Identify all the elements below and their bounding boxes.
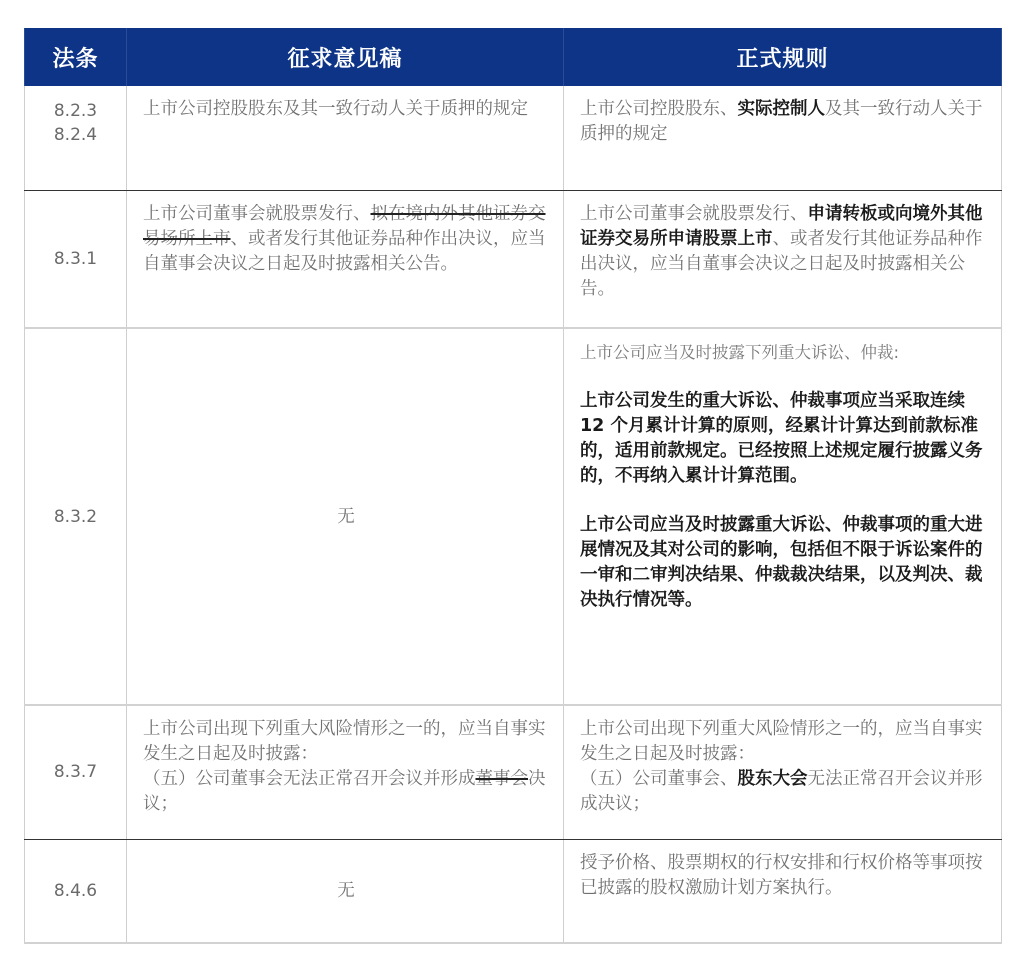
draft-text: 、或者发行其他证券品种作出决议，应当自董事会决议之日起及时披露相关公告。	[143, 228, 546, 274]
final-text: 无法正常召开会议并形成决议；	[580, 769, 983, 814]
final-added-text: 申请转板或向境外其他证券交易所申请股票上市	[580, 203, 983, 249]
final-text: 及其一致行动人关于质押的规定	[580, 99, 983, 144]
final-text: 上市公司董事会就股票发行、	[580, 203, 808, 224]
final-cell	[564, 86, 1002, 190]
table-row	[25, 328, 1002, 705]
draft-cell	[127, 705, 564, 839]
article-number: 8.3.1	[53, 248, 98, 269]
article-cell	[25, 705, 127, 839]
final-text: （五）公司董事会、	[580, 769, 738, 789]
rule-comparison-table	[24, 28, 1002, 944]
final-text: 上市公司出现下列重大风险情形之一的，应当自事实发生之日起及时披露：	[580, 719, 983, 764]
article-number: 8.2.4	[53, 125, 98, 145]
draft-deleted-text: 董事会	[475, 769, 528, 789]
final-cell	[564, 190, 1002, 328]
final-text: 、或者发行其他证券品种作出决议，应当自董事会决议之日起及时披露相关公告。	[580, 228, 983, 299]
final-cell	[564, 839, 1002, 943]
draft-deleted-text: 拟在境内外其他证券交易场所上市	[143, 203, 546, 249]
draft-text: 上市公司控股股东及其一致行动人关于质押的规定	[143, 99, 528, 119]
header-final: 正式规则	[564, 28, 1002, 86]
draft-cell	[127, 86, 564, 190]
draft-text: 决议；	[143, 769, 546, 814]
draft-none-text: 无	[337, 506, 355, 527]
table-row	[25, 190, 1002, 328]
table-header-row	[25, 28, 1002, 86]
final-added-text: 股东大会	[737, 769, 808, 789]
article-cell	[25, 328, 127, 705]
draft-cell	[127, 328, 564, 705]
table-row	[25, 839, 1002, 943]
draft-cell	[127, 839, 564, 943]
final-cell	[564, 328, 1002, 705]
article-number: 8.3.2	[53, 506, 98, 527]
final-text: 上市公司控股股东、	[580, 99, 738, 119]
table-row	[25, 86, 1002, 190]
article-cell	[25, 190, 127, 328]
header-article: 法条	[25, 28, 127, 86]
article-number: 8.4.6	[53, 880, 98, 901]
article-cell	[25, 86, 127, 190]
draft-none-text: 无	[337, 880, 355, 901]
table-row	[25, 705, 1002, 839]
header-draft: 征求意见稿	[127, 28, 564, 86]
draft-text: 上市公司出现下列重大风险情形之一的，应当自事实发生之日起及时披露：	[143, 719, 546, 764]
draft-cell	[127, 190, 564, 328]
article-number: 8.2.3	[53, 101, 98, 121]
draft-text: （五）公司董事会无法正常召开会议并形成	[143, 769, 476, 789]
draft-text: 上市公司董事会就股票发行、	[143, 203, 371, 224]
final-added-text: 实际控制人	[737, 99, 825, 119]
final-added-paragraph: 上市公司发生的重大诉讼、仲裁事项应当采取连续 12 个月累计计算的原则，经累计计算达到前款标准的，适用前款规定。已经按照上述规定履行披露义务的，不再纳入累计计算范围。	[580, 391, 983, 486]
final-intro-text: 上市公司应当及时披露下列重大诉讼、仲裁:	[580, 343, 900, 362]
article-cell	[25, 839, 127, 943]
final-text: 授予价格、股票期权的行权安排和行权价格等事项按已披露的股权激励计划方案执行。	[580, 852, 983, 898]
comparison-table-wrapper	[24, 28, 1001, 944]
final-added-paragraph: 上市公司应当及时披露重大诉讼、仲裁事项的重大进展情况及其对公司的影响，包括但不限于诉讼案件的一审和二审判决结果、仲裁裁决结果，以及判决、裁决执行情况等。	[580, 515, 983, 610]
final-cell	[564, 705, 1002, 839]
article-number: 8.3.7	[53, 762, 98, 783]
